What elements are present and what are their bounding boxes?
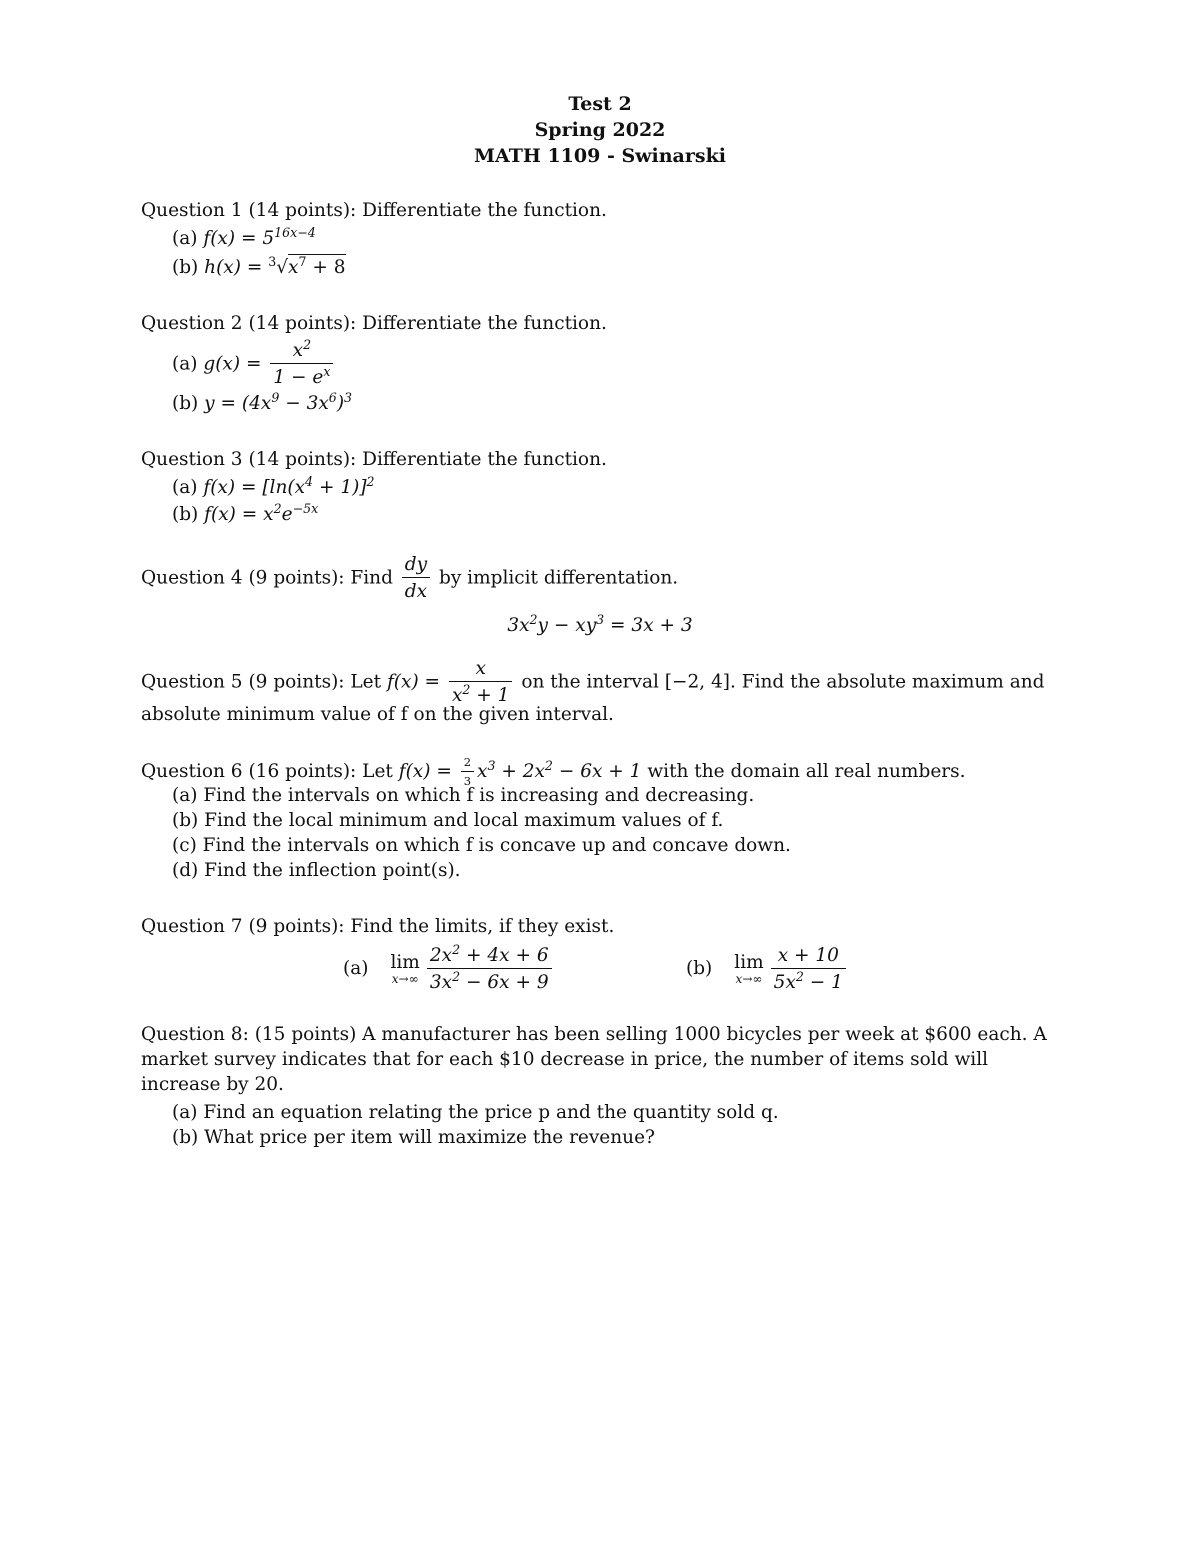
q2a-fraction: $\frac{x^2}{1 - e^x}$ (270, 340, 333, 389)
question-6c: (c) Find the intervals on which f is concave up and concave down. (172, 835, 791, 856)
exam-term: Spring 2022 (534, 119, 666, 141)
question-6d: (d) Find the inflection point(s). (172, 860, 461, 881)
question-2-label: Question 2 (14 points): Differentiate the function. (141, 313, 607, 334)
q3b-tag: (b) (172, 504, 199, 525)
q3a-tag: (a) (172, 477, 198, 498)
q1b-root-index: 3 (268, 254, 277, 270)
q3b-expression: $f(x) = x^2e^{-5x}$ (204, 501, 319, 525)
q1b-radicand: $x^7 + 8$ (288, 254, 346, 278)
q7a-limit: lim x→∞ (390, 952, 420, 986)
question-1b (172, 254, 346, 278)
q1b-lhs: h(x) = (204, 257, 269, 278)
question-6a: (a) Find the intervals on which f is increasing and decreasing. (172, 785, 755, 806)
q7b-limit: lim x→∞ (734, 952, 764, 986)
question-6-label: Question 6 (16 points): Let f(x) = $\frac{2}{3}$ $x^3 + 2x^2 - 6x + 1$ with the domain all real numbers. (141, 755, 966, 789)
radical-icon: √ (276, 257, 289, 278)
question-8b: (b) What price per item will maximize the revenue? (172, 1127, 655, 1148)
question-2b (172, 390, 353, 414)
question-3a (172, 474, 375, 498)
q7a-fraction: $\frac{2x^2 + 4x + 6}{3x^2 - 6x + 9}$ (427, 945, 552, 994)
q2a-lhs: g(x) = (203, 353, 268, 375)
question-4-equation: $3x^2y - xy^3 = 3x + 3$ (507, 612, 693, 636)
question-8a: (a) Find an equation relating the price p and the quantity sold q. (172, 1102, 779, 1123)
q6-fraction: $\frac{2}{3}$ (461, 756, 474, 788)
question-7b (686, 945, 849, 994)
q3a-expression: $f(x) = [\ln(x^4 + 1)]^2$ (203, 474, 375, 498)
exam-course: MATH 1109 - Swinarski (474, 145, 726, 167)
question-7-label: Question 7 (9 points): Find the limits, if they exist. (141, 916, 615, 937)
q1a-exponent: 16x−4 (274, 225, 316, 241)
question-7a (343, 942, 555, 994)
question-3-label: Question 3 (14 points): Differentiate the function. (141, 449, 607, 470)
question-2a (172, 337, 336, 389)
q2b-expression: $y = (4x^9 - 3x^6)^3$ (204, 390, 353, 414)
q7b-fraction: $\frac{x + 10}{5x^2 - 1}$ (771, 945, 846, 994)
question-4-label: Question 4 (9 points): Find $\frac{dy}{dx}$ by implicit differentation. (141, 554, 679, 603)
exam-title: Test 2 (568, 93, 632, 115)
q4-derivative-fraction: $\frac{dy}{dx}$ (402, 554, 430, 603)
q7a-tag: (a) (343, 958, 369, 980)
question-3b (172, 501, 319, 525)
question-5-line2: absolute minimum value of f on the given interval. (141, 704, 614, 725)
question-1a (172, 225, 316, 249)
question-6b: (b) Find the local minimum and local maximum values of f. (172, 810, 724, 831)
q5-fraction: $\frac{x}{x^2 + 1}$ (449, 658, 513, 707)
q1b-tag: (b) (172, 257, 199, 278)
q7b-tag: (b) (686, 958, 713, 980)
q1a-expression: f(x) = 5 (203, 228, 275, 249)
question-1-label: Question 1 (14 points): Differentiate the function. (141, 200, 607, 221)
q1a-tag: (a) (172, 228, 198, 249)
q2b-tag: (b) (172, 393, 199, 414)
q2a-tag: (a) (172, 353, 198, 375)
question-5-label: Question 5 (9 points): Let f(x) = $\frac{x}{x^2 + 1}$ on the interval [−2, 4]. Find the absolute maximum and (141, 658, 1045, 707)
question-8-text: Question 8: (15 points) A manufacturer has been selling 1000 bicycles per week at $600 each. A market survey indicates that for each $10 decrease in price, the number of items sold will increase by 20. (141, 1024, 1047, 1095)
